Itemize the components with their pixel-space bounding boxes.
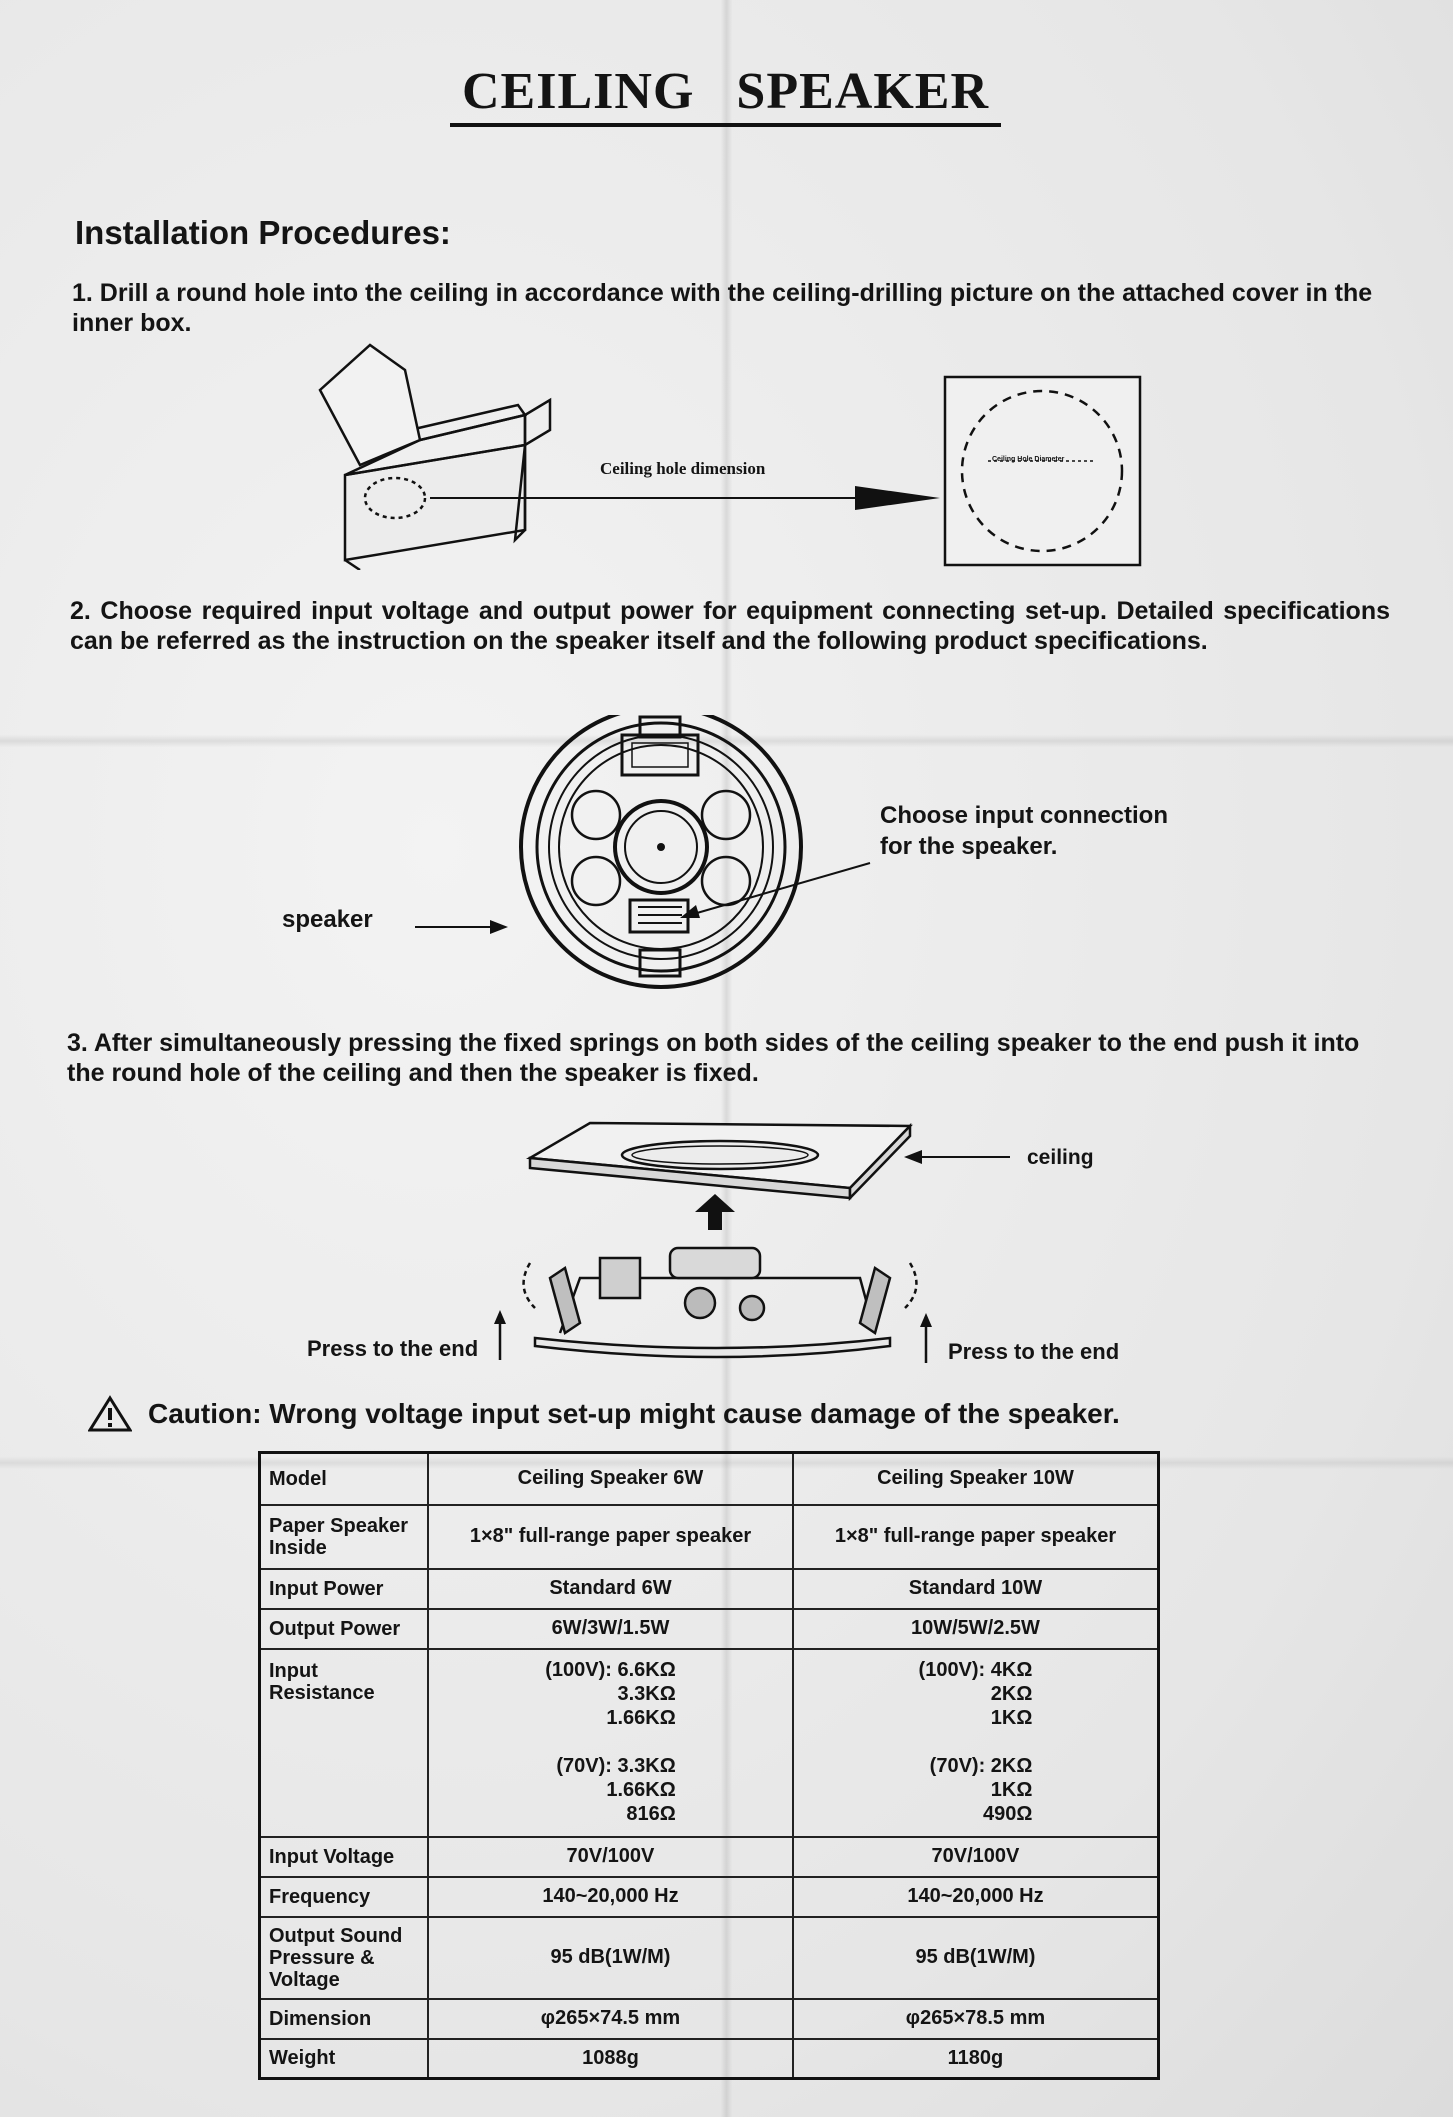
row-label: Weight [260, 2039, 429, 2079]
row-label: Input Power [260, 1569, 429, 1609]
row-value-6w: 140~20,000 Hz [428, 1877, 793, 1917]
arrow-head [855, 486, 940, 510]
resistance-value: (70V): 2KΩ [929, 1754, 1033, 1777]
row-value-6w: 70V/100V [428, 1837, 793, 1877]
callout-line-2: for the speaker. [880, 833, 1058, 860]
press-label-right: Press to the end [948, 1339, 1120, 1364]
resistance-value: (100V): 4KΩ [918, 1658, 1033, 1681]
table-row [260, 1917, 1159, 1999]
table-row [260, 1999, 1159, 2039]
table-row [260, 1877, 1159, 1917]
row-value-10w: 140~20,000 Hz [793, 1877, 1159, 1917]
table-row [260, 1505, 1159, 1569]
callout-line [690, 863, 870, 915]
resistance-value: 1KΩ [990, 1778, 1033, 1801]
row-value-10w: 10W/5W/2.5W [793, 1609, 1159, 1649]
row-value-6w: Standard 6W [428, 1569, 793, 1609]
template-sheet [945, 377, 1140, 565]
row-value-6w: 6W/3W/1.5W [428, 1609, 793, 1649]
resistance-value: 490Ω [982, 1802, 1033, 1825]
input-resistance-row [260, 1649, 1159, 1837]
resistance-value: 816Ω [626, 1802, 676, 1825]
header-cell: Ceiling Speaker 6W [428, 1453, 793, 1505]
row-label: Input Resistance [260, 1649, 429, 1837]
warning-triangle-icon [88, 1395, 132, 1433]
table-row [260, 1609, 1159, 1649]
resistance-value: 1.66KΩ [606, 1706, 676, 1729]
caution-text: Caution: Wrong voltage input set-up might cause damage of the speaker. [148, 1398, 1120, 1429]
resistance-value: 1KΩ [990, 1706, 1033, 1729]
speaker-top-view [400, 715, 880, 1005]
row-value-6w: 95 dB(1W/M) [428, 1917, 793, 1999]
row-label: Output Power [260, 1609, 429, 1649]
row-label: Paper Speaker Inside [260, 1505, 429, 1569]
page-title: CEILING SPEAKER [450, 62, 1001, 127]
row-value-10w: φ265×78.5 mm [793, 1999, 1159, 2039]
template-label: Ceiling Hole Diameter [992, 456, 1065, 463]
row-value-10w: 70V/100V [793, 1837, 1159, 1877]
ceiling-hole-arrow-label: Ceiling hole dimension [600, 459, 766, 478]
resistance-value: (70V): 3.3KΩ [556, 1754, 676, 1777]
header-cell: Model [260, 1453, 429, 1505]
row-label: Input Voltage [260, 1837, 429, 1877]
table-header-row [260, 1453, 1159, 1505]
inner-box-drawing [320, 345, 550, 570]
speaker-side-view [524, 1248, 917, 1357]
callout-line-1: Choose input connection [880, 802, 1168, 829]
mounting-diagram [490, 1118, 1030, 1368]
caution-row [88, 1395, 1120, 1433]
resistance-6w [428, 1649, 793, 1837]
table-row [260, 2039, 1159, 2079]
press-label-left: Press to the end [307, 1336, 479, 1361]
ceiling-label: ceiling [1027, 1146, 1094, 1169]
section-heading: Installation Procedures: [75, 214, 451, 251]
row-value-10w: 1×8" full-range paper speaker [793, 1505, 1159, 1569]
resistance-10w [793, 1649, 1159, 1837]
ceiling-hole-diagram [300, 330, 1160, 570]
row-label: Frequency [260, 1877, 429, 1917]
row-label: Output Sound Pressure & Voltage [260, 1917, 429, 1999]
step-1-text: 1. Drill a round hole into the ceiling in accordance with the ceiling-drilling picture on the attached cover in the inner box. [72, 279, 1373, 337]
input-connection-callout [880, 800, 1168, 862]
row-value-6w: 1088g [428, 2039, 793, 2079]
speaker-label: speaker [282, 906, 373, 933]
resistance-value: 1.66KΩ [606, 1778, 676, 1801]
spec-table [258, 1451, 1160, 2080]
table-row [260, 1569, 1159, 1609]
resistance-value: 2KΩ [990, 1682, 1033, 1705]
row-value-10w: Standard 10W [793, 1569, 1159, 1609]
row-label: Dimension [260, 1999, 429, 2039]
row-value-10w: 1180g [793, 2039, 1159, 2079]
row-value-6w: φ265×74.5 mm [428, 1999, 793, 2039]
table-row [260, 1837, 1159, 1877]
header-cell: Ceiling Speaker 10W [793, 1453, 1159, 1505]
row-value-10w: 95 dB(1W/M) [793, 1917, 1159, 1999]
step-2-text: 2. Choose required input voltage and output power for equipment connecting set-up. Detailed specifications can be referred as the instruction on the speaker itself and the following product specifications. [70, 597, 1390, 655]
resistance-value: 3.3KΩ [617, 1682, 676, 1705]
step-3-text: 3. After simultaneously pressing the fixed springs on both sides of the ceiling speaker to the end push it into the round hole of the ceiling and then the speaker is fixed. [67, 1029, 1360, 1087]
resistance-value: (100V): 6.6KΩ [545, 1658, 676, 1681]
row-value-6w: 1×8" full-range paper speaker [428, 1505, 793, 1569]
